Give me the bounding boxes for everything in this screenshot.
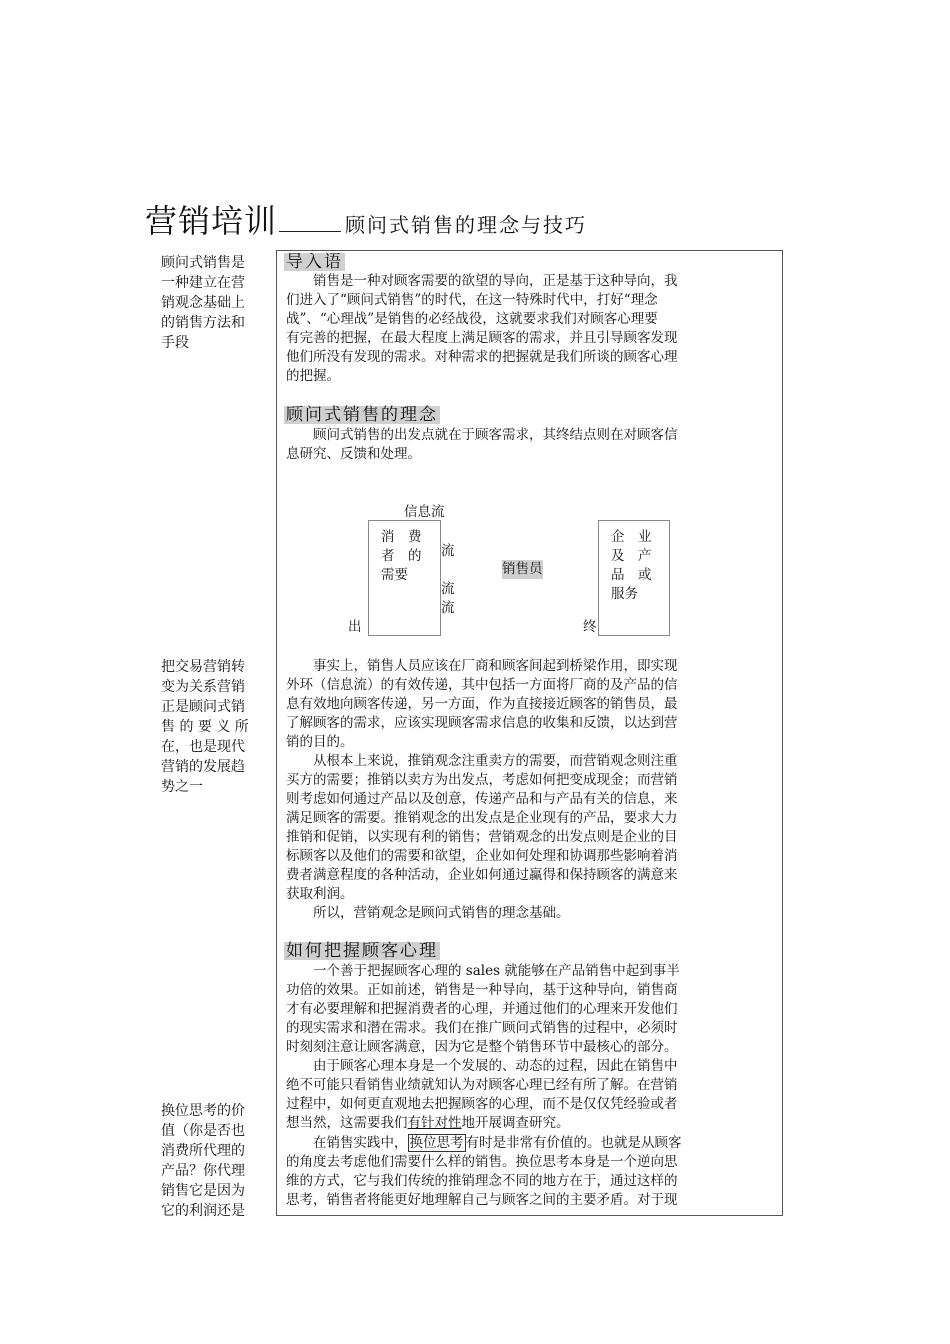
page-title — [145, 196, 587, 242]
sidebar-line: 销售它是因为 — [161, 1183, 245, 1199]
sidebar-line: 的销售方法和 — [161, 315, 245, 331]
sidebar-line: 产品？你代理 — [161, 1163, 245, 1179]
text-span: 有时是非常有价值的。也就是从顾客 — [465, 1135, 682, 1151]
text-line: 从根本上来说，推销观念注重卖方的需要，而营销观念则注重 — [313, 753, 678, 769]
text-line: 标顾客以及他们的需要和欲望，企业如何处理和协调那些影响着消 — [286, 848, 678, 864]
text-line: 时刻刻注意让顾客满意，因为它是整个销售环节中最核心的部分。 — [286, 1039, 678, 1055]
text-line: 战”、“心理战”是销售的必经战役，这就要求我们对顾客心理要 — [286, 311, 658, 327]
text-line: 推销和促销，以实现有利的销售；营销观念的出发点则是企业的目 — [286, 829, 678, 845]
text-span: 地开展调查研究。 — [461, 1115, 570, 1131]
sidebar-line: 在，也是现代 — [161, 739, 245, 755]
flow-label: 流 — [441, 600, 455, 616]
sidebar-line: 把交易营销转 — [161, 659, 245, 675]
paragraph-psychology-1 — [286, 962, 776, 1057]
text-line: 获取利润。 — [286, 886, 354, 902]
text-line: 销售是一种对顾客需要的欲望的导向，正是基于这种导向，我 — [313, 273, 678, 289]
text-line: 维的方式，它与我们传统的推销理念不同的地方在于，通过这样的 — [286, 1173, 678, 1189]
text-line: 们进入了“顾问式销售”的时代，在这一特殊时代中，打好“理念 — [286, 292, 658, 308]
text-line: 的角度去考虑他们需要什么样的销售。换位思考本身是一个逆向思 — [286, 1154, 678, 1170]
enterprise-product-label: 企 业 及 产 品 或 服务 — [611, 529, 652, 602]
text-line: 销的目的。 — [286, 734, 354, 750]
sidebar-line: 顾问式销售是 — [161, 255, 245, 271]
sidebar-line: 销观念基础上 — [161, 295, 245, 311]
paragraph-psychology-3 — [286, 1134, 776, 1210]
text-line: 一个善于把握顾客心理的 sales 就能够在产品销售中起到事半 — [313, 963, 680, 979]
sidebar-note-1 — [161, 253, 269, 353]
title-sub: 顾问式销售的理念与技巧 — [345, 213, 588, 237]
section-heading-intro: 导入语 — [286, 252, 343, 272]
text-line — [286, 1114, 776, 1133]
paragraph-psychology-2 — [286, 1057, 776, 1133]
sidebar-line: 正是顾问式销 — [161, 699, 245, 715]
boxed-term: 换位思考 — [409, 1135, 464, 1151]
sidebar-note-3 — [161, 1101, 269, 1221]
paragraph-concept — [286, 426, 776, 464]
sidebar-line: 它的利润还是 — [161, 1203, 245, 1219]
text-line: 买方的需要；推销以卖方为出发点，考虑如何把变成现金；而营销 — [286, 772, 678, 788]
text-line: 有完善的把握，在最大程度上满足顾客的需求，并且引导顾客发现 — [286, 330, 678, 346]
text-line: 费者满意程度的各种活动，企业如何通过赢得和保持顾客的满意来 — [286, 867, 678, 883]
text-line: 的把握。 — [286, 368, 340, 384]
info-flow-label: 信息流 — [404, 504, 445, 520]
sidebar-line: 手段 — [161, 335, 189, 351]
text-line: 息有效地向顾客传递，另一方面，作为直接接近顾客的销售员，最 — [286, 696, 678, 712]
text-line: 则考虑如何通过产品以及创意，传递产品和与产品有关的信息，来 — [286, 791, 678, 807]
sidebar-line: 值（你是否也 — [161, 1123, 245, 1139]
sidebar-line: 营销的发展趋 — [161, 759, 245, 775]
section-heading-concept: 顾问式销售的理念 — [286, 405, 438, 425]
text-line: 了解顾客的需求，应该实现顾客需求信息的收集和反馈，以达到营 — [286, 715, 678, 731]
text-line — [286, 1134, 776, 1153]
text-line: 的现实需求和潜在需求。我们在推广顾问式销售的过程中，必须时 — [286, 1020, 678, 1036]
sidebar-note-2 — [161, 657, 269, 797]
underlined-term: 有针对性 — [407, 1115, 462, 1131]
text-span: 在销售实践中， — [313, 1135, 408, 1151]
text-line: 他们所没有发现的需求。对种需求的把握就是我们所谈的顾客心理 — [286, 349, 678, 365]
sidebar-line: 消费所代理的 — [161, 1143, 245, 1159]
flow-label: 流 — [441, 543, 455, 559]
consumer-needs-label: 消 费 者 的 需要 — [381, 529, 422, 583]
text-line: 外环（信息流）的有效传递，其中包括一方面将厂商的及产品的信 — [286, 677, 678, 693]
text-line: 功倍的效果。正如前述，销售是一种导向，基于这种导向，销售商 — [286, 982, 678, 998]
sidebar-line: 换位思考的价 — [161, 1103, 245, 1119]
sidebar-line: 变为关系营销 — [161, 679, 245, 695]
title-dash — [279, 231, 341, 232]
text-line: 由于顾客心理本身是一个发展的、动态的过程，因此在销售中 — [313, 1058, 678, 1074]
sidebar-line: 售 的 要 义 所 — [161, 719, 249, 735]
sidebar-line: 一种建立在营 — [161, 275, 245, 291]
text-line: 过程中，如何更直观地去把握顾客的心理，而不是仅仅凭经验或者 — [286, 1096, 678, 1112]
text-line: 息研究、反馈和处理。 — [286, 446, 421, 462]
end-label: 终 — [583, 619, 597, 635]
flow-label: 流 — [441, 581, 455, 597]
text-line: 绝不可能只看销售业绩就知认为对顾客心理已经有所了解。在营销 — [286, 1077, 678, 1093]
section-heading-psychology: 如何把握顾客心理 — [286, 941, 438, 961]
title-main: 营销培训 — [145, 202, 278, 240]
text-line: 事实上，销售人员应该在厂商和顾客间起到桥梁作用，即实现 — [313, 658, 678, 674]
paragraph-intro — [286, 272, 776, 386]
text-line: 思考，销售者将能更好地理解自己与顾客之间的主要矛盾。对于现 — [286, 1192, 678, 1208]
text-line: 所以，营销观念是顾问式销售的理念基础。 — [313, 905, 570, 921]
text-line: 满足顾客的需要。推销观念的出发点是企业现有的产品，要求大力 — [286, 810, 678, 826]
paragraph-bridge — [286, 657, 776, 752]
start-label: 出 — [348, 619, 362, 635]
salesperson-label: 销售员 — [502, 561, 543, 577]
paragraph-marketing — [286, 752, 776, 904]
text-span: 想当然，这需要我们 — [286, 1115, 408, 1131]
paragraph-basis — [286, 904, 776, 923]
text-line: 才有必要理解和把握消费者的心理，并通过他们的心理来开发他们 — [286, 1001, 678, 1017]
text-line: 顾问式销售的出发点就在于顾客需求，其终结点则在对顾客信 — [313, 427, 678, 443]
sidebar-line: 势之一 — [161, 779, 203, 795]
